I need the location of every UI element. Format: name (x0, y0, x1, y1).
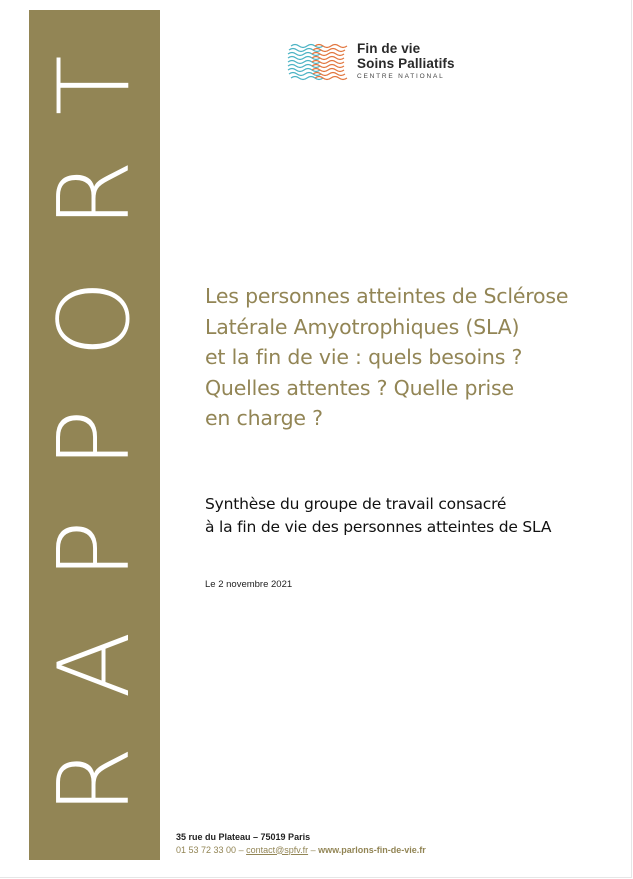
footer-separator: – (236, 844, 247, 855)
footer-website-link[interactable]: www.parlons-fin-de-vie.fr (318, 844, 426, 855)
title-line: en charge ? (205, 406, 323, 430)
title-line: et la fin de vie : quels besoins ? (205, 345, 523, 369)
logo-text (357, 41, 455, 80)
title-line: Quelles attentes ? Quelle prise (205, 375, 514, 400)
report-subtitle (205, 493, 625, 539)
subtitle-line: Synthèse du groupe de travail consacré (205, 495, 507, 513)
logo-line-fin-de-vie: Fin de vie (357, 41, 421, 56)
footer-contact-line (176, 844, 426, 857)
logo-mark-icon (287, 40, 355, 84)
side-band (29, 3, 160, 860)
report-title (205, 281, 625, 434)
footer-separator: – (308, 844, 319, 855)
logo-line-centre-national: CENTRE NATIONAL (357, 73, 445, 80)
logo-line-soins-palliatifs: Soins Palliatifs (357, 56, 455, 71)
report-date: Le 2 novembre 2021 (205, 579, 293, 590)
subtitle-line: à la fin de vie des personnes atteintes de SLA (205, 518, 552, 536)
footer (176, 831, 426, 856)
logo (287, 37, 487, 87)
title-line: Les personnes atteintes de Sclérose (205, 284, 569, 308)
footer-email-link[interactable]: contact@spfv.fr (246, 844, 309, 855)
rapport-vertical-title: RAPPORT (37, 3, 152, 815)
footer-address: 35 rue du Plateau – 75019 Paris (176, 832, 311, 842)
footer-phone: 01 53 72 33 00 (176, 844, 237, 855)
title-line: Latérale Amyotrophiques (SLA) (205, 314, 520, 339)
